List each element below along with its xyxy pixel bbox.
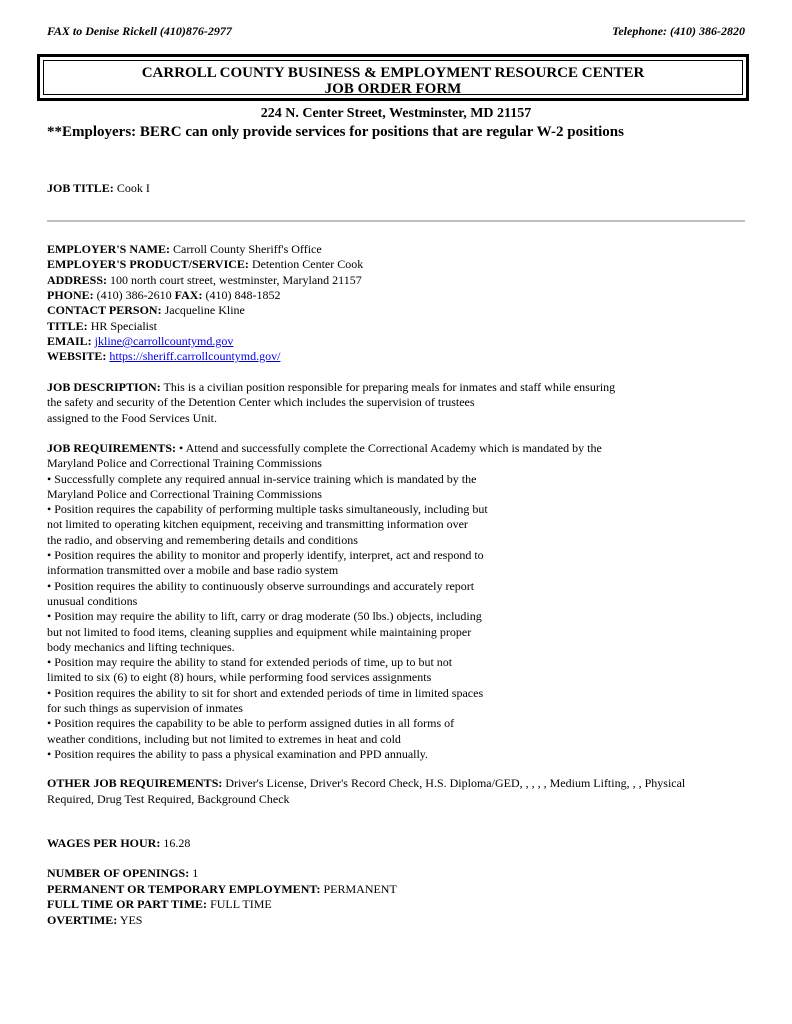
- employer-name-row: [47, 242, 322, 257]
- email-label: EMAIL:: [47, 334, 92, 348]
- employer-product: Detention Center Cook: [251, 257, 364, 271]
- email-row: [47, 334, 233, 349]
- employer-name: Carroll County Sheriff's Office: [173, 242, 322, 256]
- job-description-line: assigned to the Food Services Unit.: [47, 410, 217, 425]
- title-box: [37, 54, 749, 101]
- other-job-requirements: [47, 775, 685, 807]
- requirement-line: • Position may require the ability to stand for extended periods of time, up to but not: [47, 655, 453, 670]
- employment-type-label: PERMANENT OR TEMPORARY EMPLOYMENT:: [47, 882, 321, 896]
- job-description-line: the safety and security of the Detention Center which includes the supervision of trustees: [47, 395, 475, 410]
- email-link[interactable]: jkline@carrollcountymd.gov: [94, 334, 234, 348]
- employment-type-value: PERMANENT: [323, 882, 397, 896]
- overtime-value: YES: [119, 912, 143, 927]
- requirement-line: not limited to operating kitchen equipment, receiving and transmitting information over: [47, 517, 468, 532]
- employer-phone-row: [47, 288, 280, 303]
- openings-label: NUMBER OF OPENINGS:: [47, 866, 190, 880]
- office-address: 224 N. Center Street, Westminster, MD 21157: [260, 106, 532, 121]
- openings-value: 1: [192, 866, 199, 880]
- requirement-line: Maryland Police and Correctional Training Commissions: [47, 486, 322, 501]
- employer-product-row: [47, 257, 363, 272]
- job-description-label: JOB DESCRIPTION:: [47, 380, 161, 394]
- employment-type-row: [47, 882, 397, 897]
- requirement-line: but not limited to food items, cleaning supplies and equipment while maintaining proper: [47, 624, 472, 639]
- job-requirements-label: JOB REQUIREMENTS:: [47, 441, 177, 455]
- requirement-line: unusual conditions: [47, 593, 138, 608]
- requirement-line: weather conditions, including but not limited to extremes in heat and cold: [47, 731, 401, 746]
- website-link[interactable]: https://sheriff.carrollcountymd.gov/: [109, 349, 281, 363]
- openings-row: [47, 866, 198, 881]
- contact-title-label: TITLE:: [47, 318, 88, 333]
- job-description-line: This is a civilian position responsible for preparing meals for inmates and staff while ensuring: [163, 380, 616, 394]
- fax-header: FAX to Denise Rickell (410)876-2977: [47, 24, 232, 38]
- requirement-line: limited to six (6) to eight (8) hours, while performing food services assignments: [47, 670, 432, 685]
- other-requirements-line: Required, Drug Test Required, Background Check: [47, 792, 290, 806]
- time-type-row: [47, 897, 272, 912]
- requirement-line: • Position requires the ability to monitor and properly identify, interpret, act and respond to: [47, 548, 484, 563]
- requirement-line: • Position requires the ability to sit for short and extended periods of time in limited spaces: [47, 685, 484, 700]
- requirement-line: the radio, and observing and remembering details and conditions: [47, 532, 358, 547]
- job-title-row: [47, 181, 150, 196]
- other-requirements-label: OTHER JOB REQUIREMENTS:: [47, 776, 223, 790]
- divider: [47, 220, 745, 222]
- requirement-line: for such things as supervision of inmates: [47, 701, 243, 716]
- contact-title: HR Specialist: [90, 318, 158, 333]
- contact-title-row: [47, 319, 157, 334]
- overtime-label: OVERTIME:: [47, 912, 118, 927]
- requirement-line: • Position may require the ability to lift, carry or drag moderate (50 lbs.) objects, including: [47, 609, 482, 624]
- employer-address-label: ADDRESS:: [47, 272, 108, 287]
- employer-address: 100 north court street, westminster, Maryland 21157: [110, 272, 362, 287]
- website-row: [47, 349, 280, 364]
- requirement-line: Maryland Police and Correctional Training Commissions: [47, 456, 322, 471]
- contact-person-label: CONTACT PERSON:: [47, 303, 162, 317]
- overtime-row: [47, 913, 142, 928]
- requirement-line: • Attend and successfully complete the Correctional Academy which is mandated by the: [179, 441, 602, 455]
- requirement-line: • Position requires the ability to pass a physical examination and PPD annually.: [47, 746, 429, 761]
- organization-title: CARROLL COUNTY BUSINESS & EMPLOYMENT RESOURCE CENTER: [141, 65, 645, 81]
- employer-phone: (410) 386-2610: [96, 288, 172, 302]
- employer-fax-label: FAX:: [174, 288, 203, 302]
- employers-note: **Employers: BERC can only provide services for positions that are regular W-2 positions: [47, 124, 624, 140]
- employer-product-label: EMPLOYER'S PRODUCT/SERVICE:: [47, 257, 249, 271]
- requirement-line: body mechanics and lifting techniques.: [47, 639, 235, 654]
- requirement-line: • Position requires the capability of performing multiple tasks simultaneously, including but: [47, 502, 488, 517]
- employer-address-row: [47, 273, 362, 288]
- other-requirements-line: Driver's License, Driver's Record Check, H.S. Diploma/GED, , , , , Medium Lifting, , , Physical: [225, 776, 686, 790]
- job-title-label: JOB TITLE:: [47, 181, 114, 195]
- requirement-line: • Position requires the ability to continuously observe surroundings and accurately report: [47, 578, 475, 593]
- requirement-line: information transmitted over a mobile and base radio system: [47, 563, 339, 578]
- job-description: [47, 380, 615, 426]
- employer-name-label: EMPLOYER'S NAME:: [47, 242, 170, 256]
- website-label: WEBSITE:: [47, 349, 107, 363]
- wages-value: 16.28: [163, 836, 191, 850]
- requirement-line: • Successfully complete any required annual in-service training which is mandated by the: [47, 471, 477, 486]
- wages-row: [47, 836, 190, 851]
- contact-person: Jacqueline Kline: [164, 303, 245, 317]
- time-type-label: FULL TIME OR PART TIME:: [47, 897, 208, 911]
- wages-label: WAGES PER HOUR:: [47, 836, 161, 850]
- requirement-line: • Position requires the capability to be able to perform assigned duties in all forms of: [47, 716, 455, 731]
- employer-phone-label: PHONE:: [47, 288, 94, 302]
- form-title: JOB ORDER FORM: [324, 81, 462, 97]
- employer-fax: (410) 848-1852: [205, 288, 281, 302]
- job-title-value: Cook I: [116, 181, 150, 195]
- time-type-value: FULL TIME: [210, 897, 272, 911]
- job-requirements: [47, 441, 602, 762]
- telephone-header: Telephone: (410) 386-2820: [612, 24, 745, 38]
- contact-person-row: [47, 303, 245, 318]
